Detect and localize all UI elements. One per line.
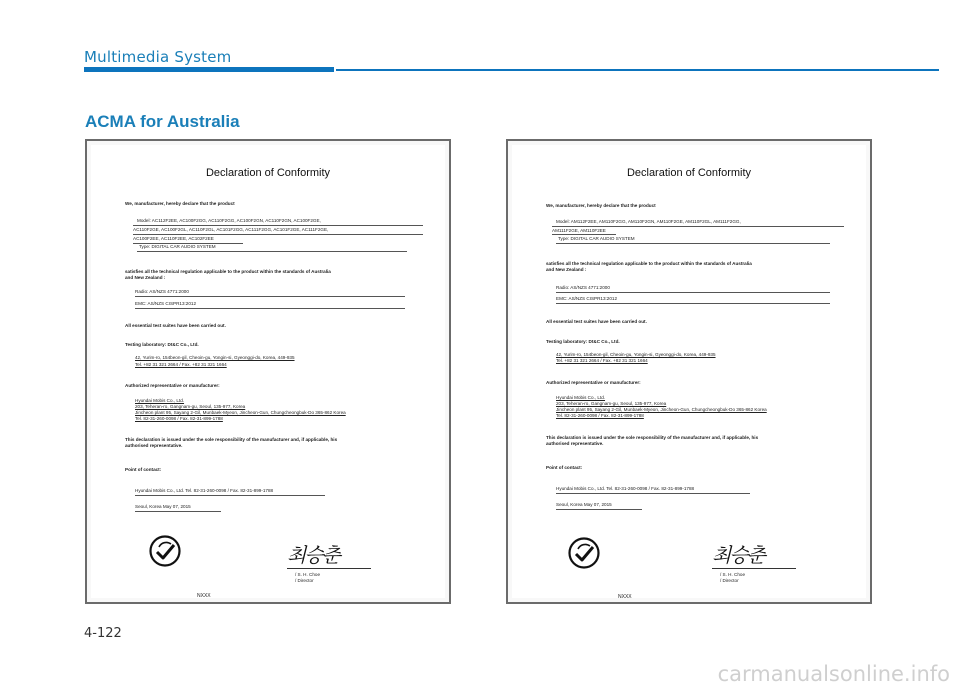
document-title: Declaration of Conformity xyxy=(626,167,752,179)
signatory-name: / S. H. Choe xyxy=(720,572,746,577)
lab-label: Testing laboratory: Dt&C Co., Ltd. xyxy=(125,342,199,347)
lab-address: 42, Yurim-ro, 154beon-gil, Cheoin-gu, Yongin-si, Gyeonggi-do, Korea, 449-935 xyxy=(135,355,295,360)
lab-phone: Tel. +82 31 321 2664 / Fax. +82 31 321 1664 xyxy=(135,362,227,367)
model-line: Model: AC112F2EE, AC100F2GG, AC110F2GG, AC100F2GN, AC110F2GN, AC100F2GE, xyxy=(137,218,321,223)
footer-code: NXXX xyxy=(197,593,211,599)
signatory-name: / S. H. Choe xyxy=(295,572,321,577)
we-line: We, manufacturer, hereby declare that the product xyxy=(546,203,656,208)
watermark: carmanualsonline.info xyxy=(717,662,950,686)
footer-code: NXXX xyxy=(618,594,632,600)
lab-phone: Tel. +82 31 321 2664 / Fax. +82 31 321 1664 xyxy=(556,358,648,363)
rep-line: Jincheon plant 95, Sayang 2-Gil, Munbaek-Myeon, Jincheon-Gun, Chungcheongbuk-Do 365-862 Korea xyxy=(556,407,767,412)
place-date: Seoul, Korea May 07, 2015 xyxy=(135,504,191,509)
lab-label: Testing laboratory: Dt&C Co., Ltd. xyxy=(546,339,620,344)
rep-label: Authorized representative or manufacturer: xyxy=(546,380,641,385)
document-title: Declaration of Conformity xyxy=(205,167,331,179)
contact-line: Hyundai Mobis Co., Ltd. Tel. 82-31-260-0098 / Fax. 82-31-899-1788 xyxy=(556,486,695,491)
rep-line: Tel. 82-31-260-0098 / Fax. 82-31-899-1788 xyxy=(135,416,223,421)
rep-line: Hyundai Mobis Co., Ltd. xyxy=(556,395,606,400)
rcm-mark-icon xyxy=(149,535,181,567)
declaration-line: authorised representative. xyxy=(125,443,183,448)
rep-line: Tel. 82-31-260-0098 / Fax. 82-31-899-1788 xyxy=(556,413,644,418)
declaration-document-left xyxy=(85,139,451,604)
declaration-line: This declaration is issued under the sole responsibility of the manufacturer and, if applicable, his xyxy=(546,435,759,440)
emc-standard: EMC: AS/NZS CISPR13:2012 xyxy=(135,301,197,306)
declaration-line: authorised representative. xyxy=(546,441,604,446)
contact-line: Hyundai Mobis Co., Ltd. Tel. 82-31-260-0098 / Fax. 82-31-899-1788 xyxy=(135,488,274,493)
radio-standard: Radio: AS/NZS 4771:2000 xyxy=(556,285,610,290)
signature: 최승춘 xyxy=(712,543,764,567)
section-title: ACMA for Australia xyxy=(85,112,240,131)
tests-line: All essential test suites have been carried out. xyxy=(125,323,226,328)
rep-line: Jincheon plant 95, Sayang 2-Gil, Munbaek-Myeon, Jincheon-Gun, Chungcheongbuk-Do 365-862 Korea xyxy=(135,410,346,415)
satisfies-line: satisfies all the technical regulation applicable to the product within the standards of Australia xyxy=(125,269,331,274)
declaration-document-right xyxy=(506,139,872,604)
header-bar xyxy=(84,67,334,72)
rep-label: Authorized representative or manufacturer: xyxy=(125,383,220,388)
radio-standard: Radio: AS/NZS 4771:2000 xyxy=(135,289,189,294)
emc-standard: EMC: AS/NZS CISPR13:2012 xyxy=(556,296,618,301)
header-rule xyxy=(336,69,939,71)
model-line: AC110F2GE, AC100F2GL, AC110F2GL, AC101F2GG, AC111F2GG, AC101F2GE, AC111F2GE, xyxy=(133,227,329,232)
lab-address: 42, Yurim-ro, 154beon-gil, Cheoin-gu, Yongin-si, Gyeonggi-do, Korea, 449-935 xyxy=(556,352,716,357)
rep-line: 203, Teheran-ro, Gangnam-gu, Seoul, 135-977, Korea xyxy=(556,401,667,406)
model-line: AC100F2EE, AC110F2EE, AC102F2EE xyxy=(133,236,214,241)
header-title: Multimedia System xyxy=(84,48,232,66)
signatory-title: / Director xyxy=(295,578,314,583)
satisfies-line: and New Zealand : xyxy=(546,267,587,272)
satisfies-line: and New Zealand : xyxy=(125,275,166,280)
contact-label: Point of contact: xyxy=(546,465,583,470)
type-line: Type: DIGITAL CAR AUDIO SYSTEM xyxy=(558,236,635,241)
type-line: Type: DIGITAL CAR AUDIO SYSTEM xyxy=(139,244,216,249)
rep-line: 203, Teheran-ro, Gangnam-gu, Seoul, 135-977, Korea xyxy=(135,404,246,409)
we-line: We, manufacturer, hereby declare that the product xyxy=(125,201,235,206)
place-date: Seoul, Korea May 07, 2015 xyxy=(556,502,612,507)
model-line: Model: AM112F2EE, AM110F2GG, AM110F2GN, AM110F2GE, AM110F2GL, AM111F2GG, xyxy=(556,219,741,224)
contact-label: Point of contact: xyxy=(125,467,162,472)
declaration-line: This declaration is issued under the sole responsibility of the manufacturer and, if applicable, his xyxy=(125,437,338,442)
signatory-title: / Director xyxy=(720,578,739,583)
rcm-mark-icon xyxy=(568,537,600,569)
page-number: 4-122 xyxy=(84,626,122,641)
rep-line: Hyundai Mobis Co., Ltd. xyxy=(135,398,185,403)
tests-line: All essential test suites have been carried out. xyxy=(546,319,647,324)
satisfies-line: satisfies all the technical regulation applicable to the product within the standards of Australia xyxy=(546,261,752,266)
model-line: AM111F2GE, AM110F2EE xyxy=(552,228,606,233)
signature: 최승춘 xyxy=(287,543,339,567)
